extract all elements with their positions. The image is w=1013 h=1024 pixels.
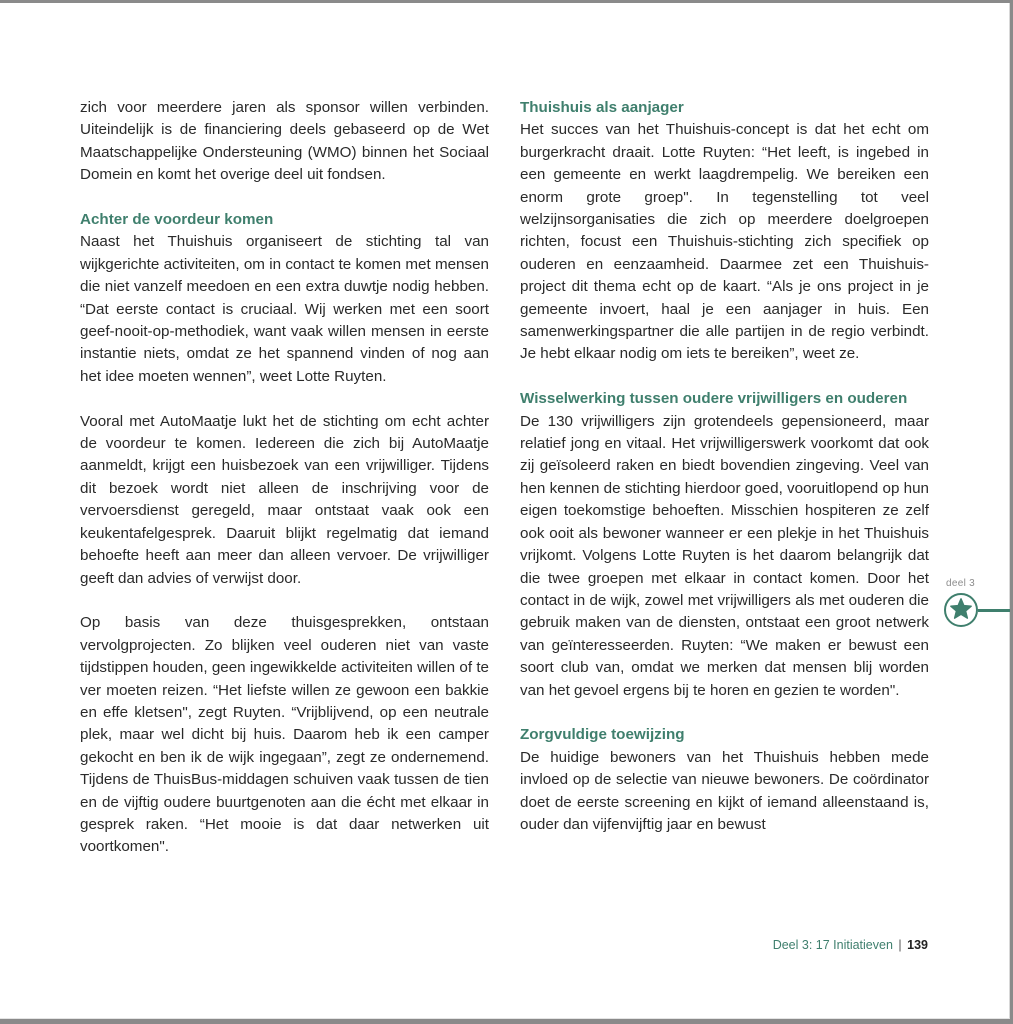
page-footer <box>600 938 928 952</box>
paragraph-gap <box>80 187 489 209</box>
footer-separator: | <box>898 938 902 952</box>
paragraph-gap <box>520 702 929 724</box>
body-paragraph: De 130 vrijwilligers zijn grotendeels gepensioneerd, maar relatief jong en vitaal. Het vrijwilligerswerk voorkomt dat ook zij geïsoleerd raken en biedt bovendien zingeving. Veel van hen kennen de stichting hierdoor goed, vooruitlopend op hun eigen toekomstige behoeften. Misschien hospiteren ze zelf ook ooit als bewoner wanneer er een plekje in het Thuishuis vrijkomt. Volgens Lotte Ruyten is het daarom belangrijk dat die twee groepen met elkaar in contact komen. Door het contact in de wijk, zowel met vrijwilligers als met ouderen die gebruik maken van de diensten, ontstaat een groot netwerk van geïnteresseerden. Ruyten: “We maken er bewust een soort club van, omdat we merken dat mensen blij worden van het gevoel ergens bij te horen en gezien te worden". <box>520 412 929 699</box>
section-heading-thuishuis-als-aanjager: Thuishuis als aanjager <box>520 99 684 116</box>
paragraph-gap <box>80 590 489 612</box>
body-paragraph: Naast het Thuishuis organiseert de stichting tal van wijkgerichte activiteiten, om in contact te komen met mensen die niet vanzelf meedoen en een extra duwtje nodig hebben. “Dat eerste contact is cruciaal. Wij werken met een soort geef-nooit-op-methodiek, want vaak willen mensen in eerste instantie niets, omdat ze het spannend vinden of nog aan het idee moeten wennen”, weet Lotte Ruyten. <box>80 233 489 385</box>
star-icon <box>949 597 973 621</box>
section-heading-achter-de-voordeur: Achter de voordeur komen <box>80 211 274 229</box>
chapter-marker-label: deel 3 <box>946 578 976 589</box>
section-heading-zorgvuldige-toewijzing: Zorgvuldige toewijzing <box>520 726 685 744</box>
document-page <box>0 3 1010 1019</box>
star-badge <box>944 593 978 627</box>
page-number: 139 <box>907 938 928 952</box>
section-heading-wisselwerking: Wisselwerking tussen oudere vrijwilligers en ouderen <box>520 390 908 408</box>
body-paragraph: Het succes van het Thuishuis-concept is dat het echt om burgerkracht draait. Lotte Ruyten: “Het leeft, is ingebed in een gemeente en werkt laagdrempelig. We bereiken een enorm grote groep". In tegenstelling tot veel welzijnsorganisaties die zich op meerdere doelgroepen richten, focust een Thuishuis-stichting zich specifiek op ouderen en eenzaamheid. Daarmee zet een Thuishuis-project dit thema echt op de kaart. “Als je ons project in je gemeente invoert, haal je een aanjager in huis. Een samenwerkingspartner die alle partijen in de regio verbindt. Je hebt elkaar nodig om iets te bereiken”, weet ze. <box>520 121 929 363</box>
footer-section-label: Deel 3: 17 Initiatieven <box>772 938 893 952</box>
right-column <box>520 97 929 836</box>
paragraph-gap <box>520 366 929 388</box>
chapter-marker-line <box>978 609 1010 612</box>
left-column <box>80 97 489 859</box>
body-paragraph: Op basis van deze thuisgesprekken, ontstaan vervolgprojecten. Zo blijken veel ouderen niet van vaste tijdstippen houden, geen ingewikkelde activiteiten willen of te ver moeten reizen. “Het liefste willen ze gewoon een bakkie en effe kletsen", zegt Ruyten. “Vrijblijvend, op een neutrale plek, maar wel dicht bij huis. Daarom heb ik een camper gekocht en ben ik de wijk ingegaan”, zegt ze ondernemend. Tijdens de ThuisBus-middagen schuiven vaak tussen de tien en de vijftig oudere buurtgenoten aan die écht met elkaar in gesprek raken. “Het mooie is dat daar netwerken uit voortkomen". <box>80 614 489 856</box>
body-paragraph: De huidige bewoners van het Thuishuis hebben mede invloed op de selectie van nieuwe bewoners. De coördinator doet de eerste screening en kijkt of iemand alleenstaand is, ouder dan vijfenvijftig jaar en bewust <box>520 748 929 833</box>
chapter-marker <box>944 578 1010 638</box>
body-paragraph: Vooral met AutoMaatje lukt het de stichting om echt achter de voordeur te komen. Iedereen die zich bij AutoMaatje aanmeldt, krijgt een huisbezoek van een vrijwilliger. Tijdens dit bezoek wordt niet alleen de inschrijving voor de vervoersdienst geregeld, maar ontstaat vaak ook een keukentafelgesprek. Daaruit blijkt regelmatig dat iemand behoefte heeft aan meer dan alleen vervoer. De vrijwilliger geeft dan advies of verwijst door. <box>80 412 489 587</box>
intro-paragraph: zich voor meerdere jaren als sponsor willen verbinden. Uiteindelijk is de financiering deels gebaseerd op de Wet Maatschappelijke Ondersteuning (WMO) binnen het Sociaal Domein en komt het overige deel uit fondsen. <box>80 99 489 184</box>
paragraph-gap <box>80 388 489 410</box>
